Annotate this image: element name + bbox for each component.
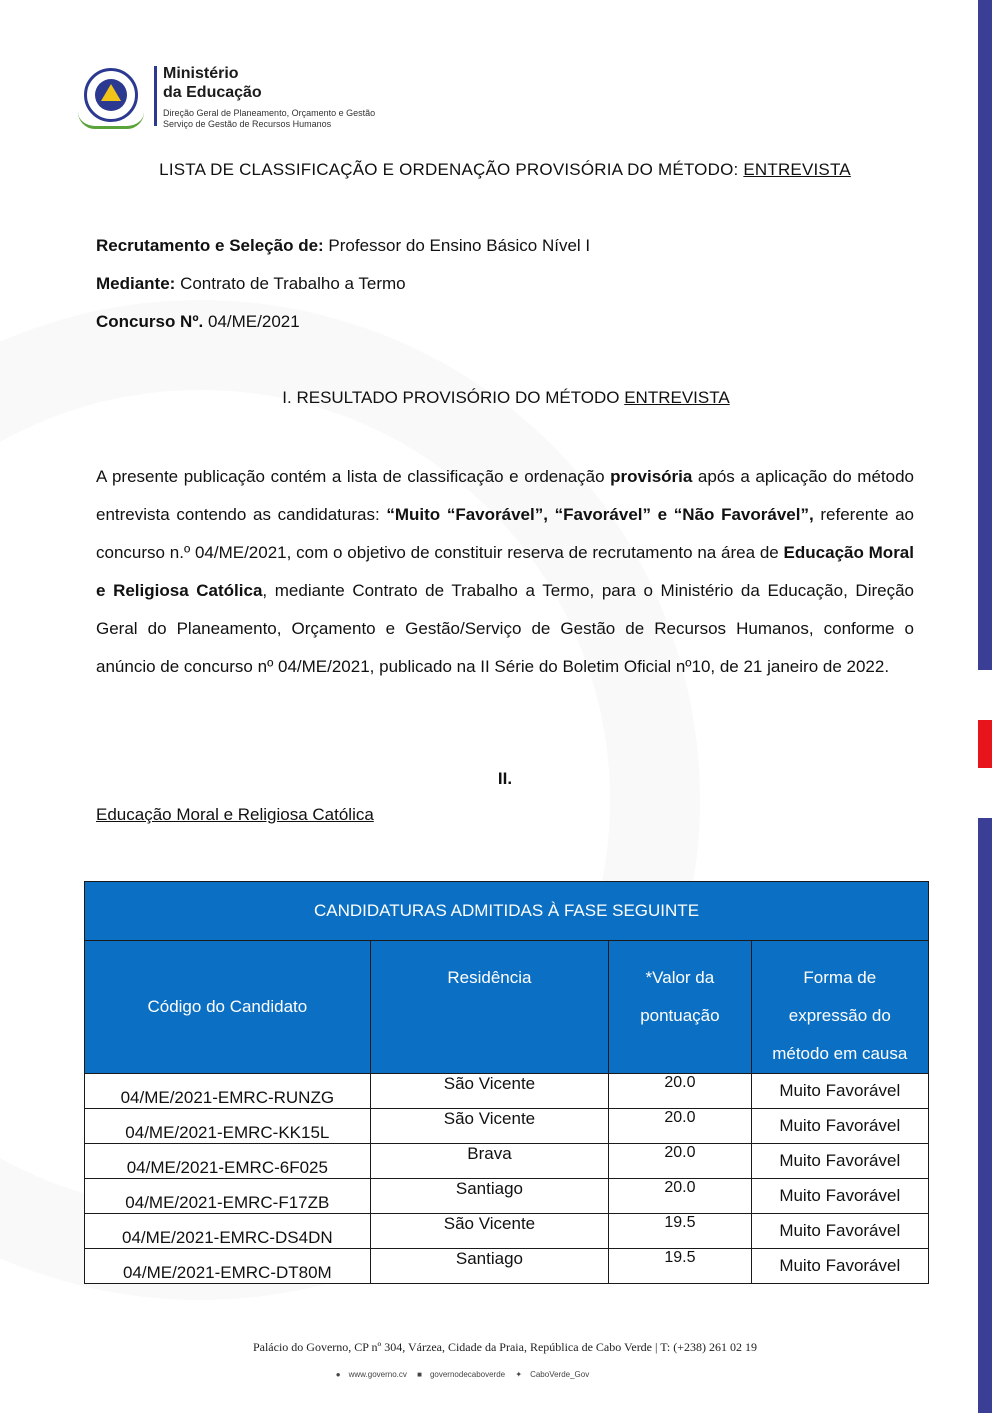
publication-paragraph (96, 458, 914, 686)
cell-residence: Brava (370, 1144, 609, 1179)
table-row (85, 1144, 929, 1179)
footer-twitter[interactable]: CaboVerde_Gov (530, 1370, 590, 1379)
document-title-text: LISTA DE CLASSIFICAÇÃO E ORDENAÇÃO PROVISÓRIA DO MÉTODO: (159, 160, 744, 179)
edge-stripe-blue-bottom (978, 818, 992, 1413)
recruitment-line (96, 236, 590, 256)
section-1-title-method: ENTREVISTA (624, 388, 730, 407)
header-form-line1: Forma de (803, 968, 877, 987)
cell-value: 20.0 (609, 1109, 751, 1144)
candidates-table (84, 881, 929, 1284)
table-caption: CANDIDATURAS ADMITIDAS À FASE SEGUINTE (85, 882, 929, 941)
header-form-line3: método em causa (772, 1044, 908, 1063)
cell-residence: São Vicente (370, 1214, 609, 1249)
table-row (85, 1109, 929, 1144)
section-1-title-text: I. RESULTADO PROVISÓRIO DO MÉTODO (282, 388, 625, 407)
facebook-icon: ■ (417, 1370, 422, 1379)
table-row (85, 1179, 929, 1214)
header-form-line2: expressão do (788, 1006, 891, 1025)
cell-code: 04/ME/2021-EMRC-RUNZG (85, 1074, 371, 1109)
cell-code: 04/ME/2021-EMRC-DS4DN (85, 1214, 371, 1249)
cell-form: Muito Favorável (751, 1144, 928, 1179)
recruitment-value: Professor do Ensino Básico Nível I (323, 236, 591, 255)
paragraph-text: , mediante Contrato de Trabalho a Termo, para o Ministério da Educação, Direção Geral do Planeamento, Orçamento e Gestão/Serviço de Gestão de Recursos Humanos, conforme o anúncio de concurso nº 04/ME/2021, publicado na II Série do Boletim Oficial nº10, de 21 janeiro de 2022. (96, 581, 914, 676)
header-value-line1: *Valor da (645, 968, 715, 987)
cell-form: Muito Favorável (751, 1249, 928, 1284)
cell-residence: São Vicente (370, 1074, 609, 1109)
table-row (85, 1249, 929, 1284)
cell-code: 04/ME/2021-EMRC-F17ZB (85, 1179, 371, 1214)
mediante-label: Mediante: (96, 274, 176, 293)
header-residence: Residência (370, 941, 609, 1074)
service-name: Serviço de Gestão de Recursos Humanos (163, 119, 332, 129)
paragraph-text: após a aplicação do método entrevista contendo as candidaturas: (96, 467, 914, 524)
paragraph-bold: Educação Moral e Religiosa Católica (96, 543, 914, 600)
paragraph-text: A presente publicação contém a lista de classificação e ordenação (96, 467, 611, 486)
cell-value: 20.0 (609, 1074, 751, 1109)
paragraph-bold: “Muito “Favorável”, “Favorável” e “Não Favorável”, (386, 505, 814, 524)
footer-address: Palácio do Governo, CP nº 304, Várzea, Cidade da Praia, República de Cabo Verde | T: (+238) 261 02 19 (252, 1340, 758, 1354)
twitter-icon: ✦ (515, 1370, 523, 1379)
cell-code: 04/ME/2021-EMRC-DT80M (85, 1249, 371, 1284)
header-code: Código do Candidato (85, 941, 371, 1074)
section-1-title (0, 388, 1000, 408)
table-row (85, 1214, 929, 1249)
recruitment-label: Recrutamento e Seleção de: (96, 236, 324, 255)
document-title-method: ENTREVISTA (743, 160, 851, 179)
footer-links (0, 1370, 925, 1379)
cell-residence: Santiago (370, 1179, 609, 1214)
ministry-name (163, 64, 262, 102)
footer-facebook[interactable]: governodecaboverde (429, 1370, 506, 1379)
cell-form: Muito Favorável (751, 1074, 928, 1109)
cell-form: Muito Favorável (751, 1179, 928, 1214)
mediante-line (96, 274, 406, 294)
document-title (0, 160, 1000, 180)
cell-residence: Santiago (370, 1249, 609, 1284)
ministry-name-line1: Ministério (163, 65, 239, 82)
concurso-line (96, 312, 300, 332)
section-2-subtitle: Educação Moral e Religiosa Católica (96, 805, 374, 824)
header-value-line2: pontuação (640, 1006, 720, 1025)
table-row (85, 1074, 929, 1109)
cell-residence: São Vicente (370, 1109, 609, 1144)
cell-value: 20.0 (609, 1179, 751, 1214)
direction-name: Direção Geral de Planeamento, Orçamento e Gestão (163, 108, 376, 118)
header-value (609, 941, 751, 1074)
cell-code: 04/ME/2021-EMRC-6F025 (85, 1144, 371, 1179)
globe-icon: ● (335, 1370, 341, 1379)
cell-form: Muito Favorável (751, 1109, 928, 1144)
cell-form: Muito Favorável (751, 1214, 928, 1249)
paragraph-text: referente ao concurso n.º 04/ME/2021, com o objetivo de constituir reserva de recrutamento na área de (96, 505, 914, 562)
logo-divider (154, 66, 157, 126)
section-2-number: II. (497, 769, 513, 788)
cell-value: 19.5 (609, 1249, 751, 1284)
concurso-value: 04/ME/2021 (203, 312, 300, 331)
header-form (751, 941, 928, 1074)
edge-stripe-blue-top (978, 0, 992, 670)
mediante-value: Contrato de Trabalho a Termo (175, 274, 406, 293)
edge-stripe-red (978, 720, 992, 768)
ministry-name-line2: da Educação (163, 84, 262, 101)
cell-code: 04/ME/2021-EMRC-KK15L (85, 1109, 371, 1144)
concurso-label: Concurso Nº. (96, 312, 204, 331)
cell-value: 19.5 (609, 1214, 751, 1249)
paragraph-bold: provisória (610, 467, 693, 486)
wreath-icon (78, 112, 144, 129)
cell-value: 20.0 (609, 1144, 751, 1179)
ministry-logo (80, 64, 380, 134)
footer-website[interactable]: www.governo.cv (348, 1370, 407, 1379)
